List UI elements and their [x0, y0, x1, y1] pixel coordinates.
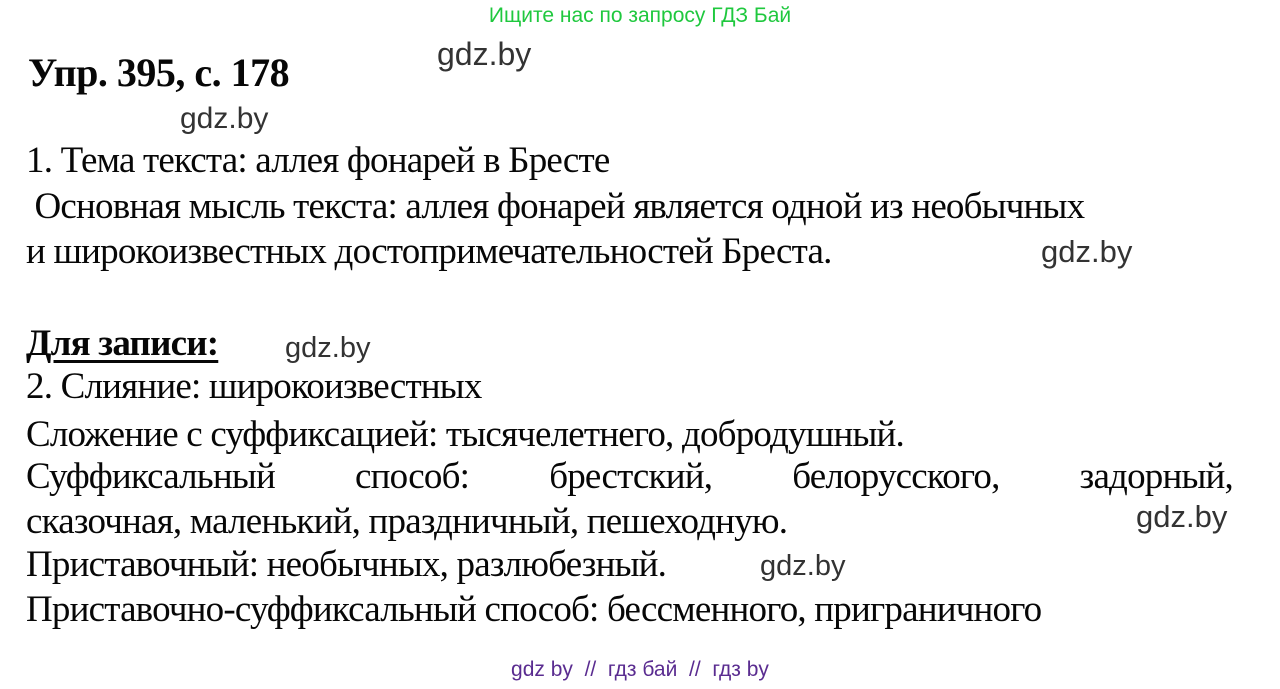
- exercise-title: Упр. 395, с. 178: [28, 50, 290, 95]
- gdz-watermark-1: gdz.by: [437, 36, 532, 72]
- compound-suffix-line: Сложение с суффиксацией: тысячелетнего, добродушный.: [26, 414, 904, 455]
- main-idea-line-1: Основная мысль текста: аллея фонарей является одной из необычных: [26, 186, 1085, 227]
- footer-tagline: gdz by // гдз бай // гдз by: [511, 658, 769, 681]
- suffix-method-line-1: Суффиксальный способ: брестский, белорусского, задорный,: [26, 456, 1233, 497]
- gdz-watermark-4: gdz.by: [285, 332, 371, 364]
- gdz-watermark-5: gdz.by: [1136, 499, 1228, 534]
- fusion-line: 2. Слияние: широкоизвестных: [26, 366, 482, 407]
- theme-line: 1. Тема текста: аллея фонарей в Бресте: [26, 140, 610, 181]
- prefix-method-line: Приставочный: необычных, разлюбезный.: [26, 544, 667, 585]
- prefix-suffix-method-line: Приставочно-суффиксальный способ: бессменного, приграничного: [26, 589, 1042, 630]
- note-heading: Для записи:: [26, 323, 219, 364]
- gdz-watermark-3: gdz.by: [1041, 234, 1133, 269]
- main-idea-line-2: и широкоизвестных достопримечательностей Бреста.: [26, 231, 832, 272]
- gdz-watermark-6: gdz.by: [760, 550, 846, 582]
- promo-banner: Ищите нас по запросу ГДЗ Бай: [488, 4, 792, 27]
- gdz-watermark-2: gdz.by: [180, 102, 269, 135]
- suffix-method-line-2: сказочная, маленький, праздничный, пешеходную.: [26, 501, 788, 542]
